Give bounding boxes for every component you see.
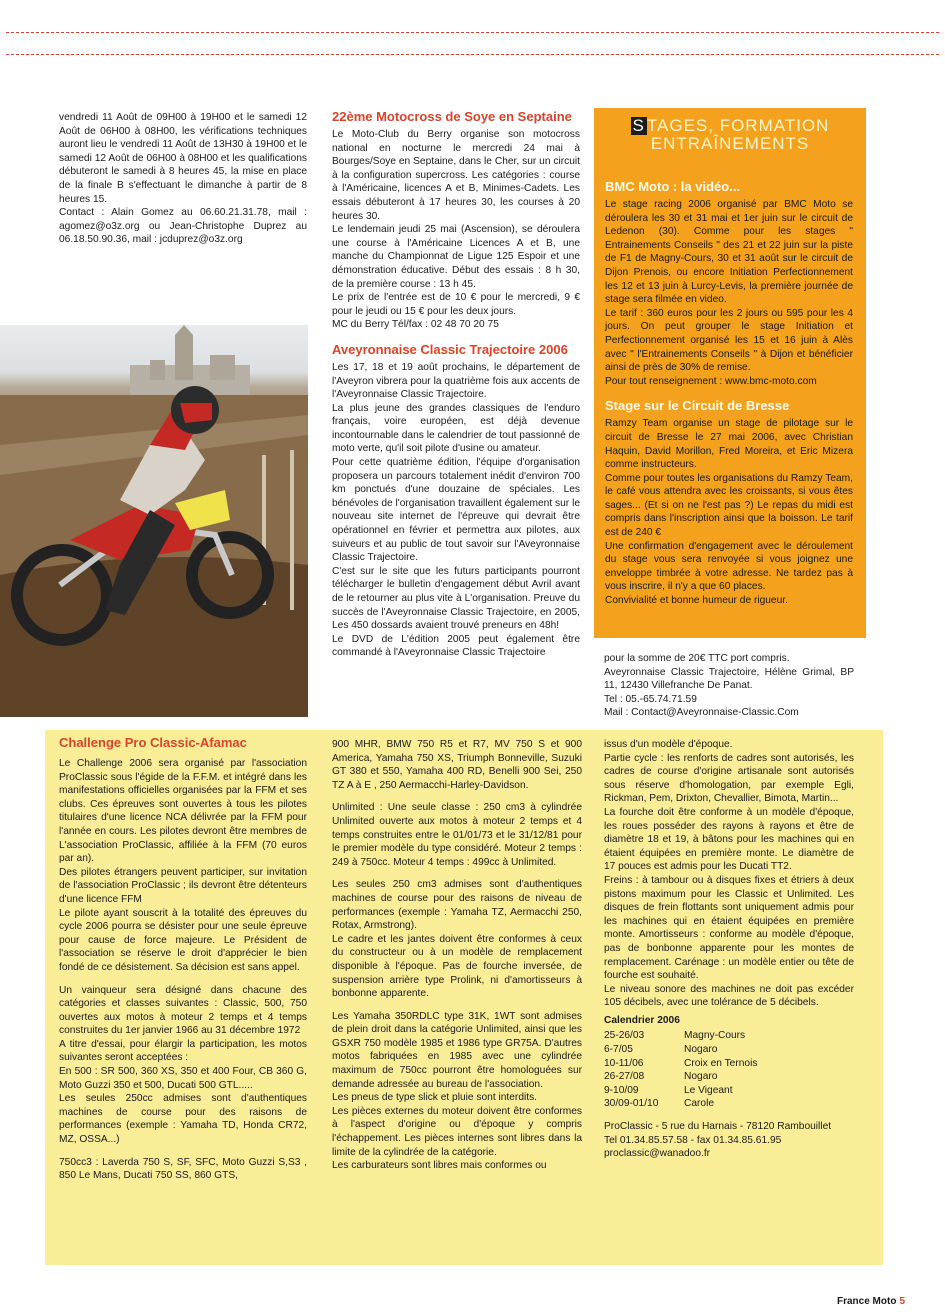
paragraph: Partie cycle : les renforts de cadres sont autorisés, les cadres de course d'origine artisanale sont autorisés sous réserve d'homologation, par exemple Egli, Rickman, Pem, Drixton, Chevallier, Bimota, Martin... — [604, 752, 854, 805]
paragraph: Le Challenge 2006 sera organisé par l'association ProClassic sous l'égide de la F.F.M. et intégré dans les manifestations officielles organisées par la FFM et ses clubs. Ces épreuves sont ouvertes à tous les pilotes titulaires d'une licence NCA délivrée par la FFM pour l'année en cours. Les pilotes devront être membres de L'association ProClassic, affiliée à la FFM (70 euros par an). — [59, 758, 307, 865]
aveyron-title: Aveyronnaise Classic Trajectoire 2006 — [332, 341, 568, 357]
paragraph: En 500 : SR 500, 360 XS, 350 et 400 Four, CB 360 G, Moto Guzzi 350 et 500, Ducati 500 GTL..... — [59, 1066, 307, 1091]
challenge-col1 — [59, 735, 307, 1183]
spacer — [604, 1111, 854, 1120]
contact-line: proclassic@wanadoo.fr — [604, 1148, 711, 1160]
stages-box-title — [595, 117, 865, 153]
paragraph: vendredi 11 Août de 09H00 à 19H00 et le samedi 12 Août de 06H00 à 08H00, les vérifications techniques auront lieu le vendredi 11 Août de 13H30 à 19H00 et le samedi 12 Août de 06H00 à 08H00 et les qualifications débuteront le samedi à 8 heures 45, la mise en place de la finale B s'effectuant le dimanche à partir de 8 heures 15. — [59, 112, 307, 205]
spacer — [332, 792, 582, 801]
paragraph: Une confirmation d'engagement avec le déroulement du stage vous sera renvoyée si vous joignez une enveloppe timbrée à votre adresse. Ne tardez pas à vous inscrire, il n'y a que 60 places. — [605, 540, 853, 593]
paragraph: Le pilote ayant souscrit à la totalité des épreuves du cycle 2006 pourra se désister pour une seule épreuve pour cause de force majeure. Le Président de l'association se réserve le droit d'apprécier le bien fondé de ce désistement. Sa décision est sans appel. — [59, 907, 307, 973]
paragraph: Le prix de l'entrée est de 10 € pour le mercredi, 9 € pour le jeudi ou 15 € pour les deux jours. — [332, 292, 580, 317]
page-number: 5 — [899, 1296, 905, 1307]
paragraph: Le Moto-Club du Berry organise son motocross national en nocturne le mercredi 24 mai à Bourges/Soye en Septaine, dans le Cher, sur un circuit à la configuration supercross. Les catégories : course à l'Américaine, licences A et B, Minimes-Cadets. Les essais débuteront à 17 heures 30, les courses à 20 heures 30. — [332, 129, 580, 222]
paragraph: Le cadre et les jantes doivent être conformes à ceux du constructeur ou à un modèle de remplacement disponible à l'époque. Pas de fourche inversée, de suspension arrière type Prolink, ni d'amortisseurs à bonbonne apparente. — [332, 933, 582, 1000]
calendar-date: 26-27/08 — [604, 1071, 645, 1083]
page-footer — [837, 1296, 905, 1307]
paragraph: Les pièces externes du moteur doivent être conformes à l'aspect d'origine ou d'époque y compris l'échappement. Les pièces internes sont libres dans la limite de la cylindrée de la catégorie. — [332, 1105, 582, 1158]
challenge-title: Challenge Pro Classic-Afamac — [59, 735, 247, 750]
paragraph: Les carburateurs sont libres mais conformes ou — [332, 1160, 547, 1172]
paragraph: issus d'un modèle d'époque. — [604, 739, 733, 750]
calendar-row — [604, 1084, 854, 1098]
paragraph: Unlimited : Une seule classe : 250 cm3 à cylindrée Unlimited ouverte aux motos à moteur 2 temps et 4 temps construites entre le 01/01/73 et le 31/12/81 pour le premier modèle du type considéré. Moteur 2 temps : 249 à 750cc. Moteur 4 temps : 499cc à Unlimited. — [332, 802, 582, 868]
spacer — [59, 975, 307, 984]
paragraph: Mail : Contact@Aveyronnaise-Classic.Com — [604, 707, 799, 719]
calendar-date: 9-10/09 — [604, 1084, 639, 1096]
top-dash-line-2 — [6, 54, 939, 55]
paragraph: Convivialité et bonne humeur de rigueur. — [605, 595, 788, 607]
calendar-place: Carole — [684, 1098, 715, 1110]
col1-top-text — [59, 111, 307, 247]
magazine-name: France Moto — [836, 1296, 897, 1307]
paragraph: Les pneus de type slick et pluie sont interdits. — [332, 1092, 537, 1104]
motocross-photo — [0, 325, 308, 717]
paragraph: La plus jeune des grandes classiques de l'enduro français, voire européen, est déjà devenue incontournable dans le calendrier de tout passionné de moto verte, qu'il soit pilote d'usine ou amateur. — [332, 402, 580, 455]
challenge-col2 — [332, 738, 582, 1173]
paragraph: Aveyronnaise Classic Trajectoire, Hélène Grimal, BP 11, 12430 Villefranche De Panat. — [604, 666, 854, 692]
paragraph: Pour cette quatrième édition, l'équipe d'organisation proposera un parcours totalement inédit d'environ 700 km ponctués d'une douzaine de spéciales. Les bénévoles de l'organisation travaillent également sur le nouveau site internet de l'épreuve qui devrait être opérationnel en février et permettra aux pilotes, aux suiveurs et au public de tout savoir sur l'Aveyronnaise Classic Trajectoire. — [332, 457, 580, 564]
calendar-table — [604, 1029, 854, 1111]
bresse-title: Stage sur le Circuit de Bresse — [605, 398, 790, 414]
calendar-row — [604, 1043, 854, 1057]
paragraph: Le DVD de L'édition 2005 peut également être commandé à l'Aveyronnaise Classic Trajectoire — [332, 633, 580, 659]
paragraph: Le tarif : 360 euros pour les 2 jours ou 595 pour les 4 jours. On peut grouper le stage Initiation et Perfectionnement organisé les 15 et 16 juin à Alès avec " l'Entrainements Conseils " à Dijon et bénéficier ainsi de près de 30% de remise. — [605, 307, 853, 374]
stages-box-text — [605, 179, 853, 608]
calendar-place: Nogaro — [684, 1044, 718, 1056]
paragraph: Le lendemain jeudi 25 mai (Ascension), se déroulera une course à l'Américaine Licences A et B, une manche du Championnat de Ligue 125 Espoir et une démonstration éducative. Début des essais : 8 h 30, de la première course : 13 h 45. — [332, 224, 580, 290]
paragraph: Contact : Alain Gomez au 06.60.21.31.78, mail : agomez@o3z.org ou Jean-Christophe Duprez au 06.18.50.90.36, mail : jcduprez@o3z.org — [59, 207, 307, 246]
contact-line: Tel 01.34.85.57.58 - fax 01.34.85.61.95 — [604, 1134, 782, 1146]
paragraph: Tel : 05.-65.74.71.59 — [604, 693, 697, 705]
paragraph: Comme pour toutes les organisations du Ramzy Team, le café vous attendra avec les croissants, si vous êtes sages... (Et si on ne l'est pas ?) Le repas du midi est compris dans l'inscription ainsi que la boisson. Le tarif est de 240 € — [605, 472, 853, 539]
calendar-place: Magny-Cours — [684, 1030, 746, 1042]
paragraph: 750cc3 : Laverda 750 S, SF, SFC, Moto Guzzi S,S3 , 850 Le Mans, Ducati 750 SS, 860 GTS, — [59, 1156, 307, 1182]
spacer — [332, 1001, 582, 1010]
paragraph: pour la somme de 20€ TTC port compris. — [604, 653, 790, 664]
calendar-row — [604, 1057, 854, 1071]
paragraph: Les 17, 18 et 19 août prochains, le département de l'Aveyron vibrera pour la quatrième fois aux accents de l'Aveyronnaise Classic Trajectoire. — [332, 361, 580, 401]
bmc-title: BMC Moto : la vidéo... — [605, 179, 741, 194]
paragraph: Les seules 250 cm3 admises sont d'authentiques machines de course pour des raisons de niveau de performances (exemple : Yamaha TZ, Aermacchi 250, Rotax, Armstrong). — [332, 879, 582, 932]
calendar-place: Le Vigeant — [684, 1084, 733, 1096]
spacer — [59, 1147, 307, 1156]
paragraph: Ramzy Team organise un stage de pilotage sur le circuit de Bresse le 27 mai 2006, avec Christian Haquin, David Morillon, Fred Moreira, et Eric Mizera comme instructeurs. — [605, 418, 853, 471]
paragraph: Les seules 250cc admises sont d'authentiques machines de course pour des raisons de performances (exemple : Yamaha TD, Honda CR72, MZ, OSSA...) — [59, 1093, 307, 1146]
paragraph: Les Yamaha 350RDLC type 31K, 1WT sont admises de plein droit dans la catégorie Unlimited, ainsi que les GSXR 750 modèle 1985 et 1986 type GR75A. D'autres motos fabriquées en 1985 avec une cylindrée maximum de 750cc pourront être homologuées sur demande adressée au bureau de l'association. — [332, 1010, 582, 1090]
aveyron-continuation — [604, 652, 854, 720]
title-line1: TAGES, FORMATION — [646, 116, 830, 135]
soye-title: 22ème Motocross de Soye en Septaine — [332, 109, 572, 124]
calendar-date: 25-26/03 — [604, 1030, 645, 1042]
paragraph: La fourche doit être conforme à un modèle d'époque, les roues posséder des rayons à rayons et être de diamètre 18 et 19, à bâtons pour les machines qui en étaient équipées en première monte. Le diamètre de 17 pouces est admis pour les Ducati TT2. — [604, 806, 854, 873]
paragraph: Le niveau sonore des machines ne doit pas excéder 105 décibels, avec une tolérance de 5 décibels. — [604, 983, 854, 1009]
challenge-col3 — [604, 738, 854, 1161]
contact-line: ProClassic - 5 rue du Harnais - 78120 Rambouillet — [604, 1121, 832, 1133]
calendar-row — [604, 1097, 854, 1111]
calendar-place: Croix en Ternois — [684, 1057, 758, 1069]
paragraph: Pour tout renseignement : www.bmc-moto.com — [605, 375, 817, 387]
paragraph: Un vainqueur sera désigné dans chacune des catégories et classes suivantes : Classic, 500, 750 ouvertes aux motos à moteur 2 temps et 4 temps construites du 1er janvier 1966 au 31 décembre 1972 — [59, 984, 307, 1037]
top-dash-line-1 — [6, 32, 939, 33]
calendar-date: 6-7/05 — [604, 1044, 633, 1056]
title-initial: S — [632, 116, 645, 135]
rider-illustration — [0, 325, 308, 717]
paragraph: A titre d'essai, pour élargir la participation, les motos suivantes seront acceptées : — [59, 1038, 307, 1064]
calendar-row — [604, 1070, 854, 1084]
col2-top-text — [332, 109, 580, 660]
paragraph: 900 MHR, BMW 750 R5 et R7, MV 750 S et 900 America, Yamaha 750 XS, Triumph Bonneville, Suzuki GT 380 et 550, Yamaha 400 RD, Benelli 900 Sei, 250 TZ A à E , 250 Aermacchi-Harley-Davidson. — [332, 739, 582, 791]
title-line2: ENTRAÎNEMENTS — [650, 134, 810, 153]
paragraph: Freins : à tambour ou à disques fixes et étriers à deux pistons maximum pour les Classic et Unlimited. Les disques de frein flottants sont uniquement admis pour les machines qui en étaient équipées en première monte. Amortisseurs : conforme au modèle d'époque, pas de bonbonne apparente pour les montes de remplacement. Carénage : un modèle entier ou tête de fourche est souhaité. — [604, 874, 854, 982]
paragraph: MC du Berry Tél/fax : 02 48 70 20 75 — [332, 319, 499, 331]
calendar-date: 30/09-01/10 — [604, 1098, 659, 1110]
paragraph: Des pilotes étrangers peuvent participer, sur invitation de l'association ProClassic ; ils devront être détenteurs d'une licence FFM — [59, 866, 307, 905]
calendar-row — [604, 1029, 854, 1043]
calendar-place: Nogaro — [684, 1071, 718, 1083]
spacer — [332, 869, 582, 878]
calendar-title: Calendrier 2006 — [604, 1014, 680, 1026]
calendar-date: 10-11/06 — [604, 1057, 644, 1069]
paragraph: Le stage racing 2006 organisé par BMC Moto se déroulera les 30 et 31 mai et 1er juin sur le circuit de Ledenon (30). Comme pour les stages " Entrainements Conseils " des 21 et 22 juin sur la piste de F1 de Magny-Cours, 30 et 31 août sur le circuit de Dijon Prenois, ou encore Initiation Perfectionnement les 12 et 13 juin à Lurcy-Levis, la première journée de stage sera filmée en video. — [605, 199, 853, 306]
paragraph: C'est sur le site que les futurs participants pourront télécharger le bulletin d'engagement début Avril avant de le retourner au plus vite à L'organisation. Preuve du succès de l'Aveyronnaise Classic Trajectoire, en 2005, Les 450 dossards avaient trouvé preneurs en 48h! — [332, 565, 580, 632]
